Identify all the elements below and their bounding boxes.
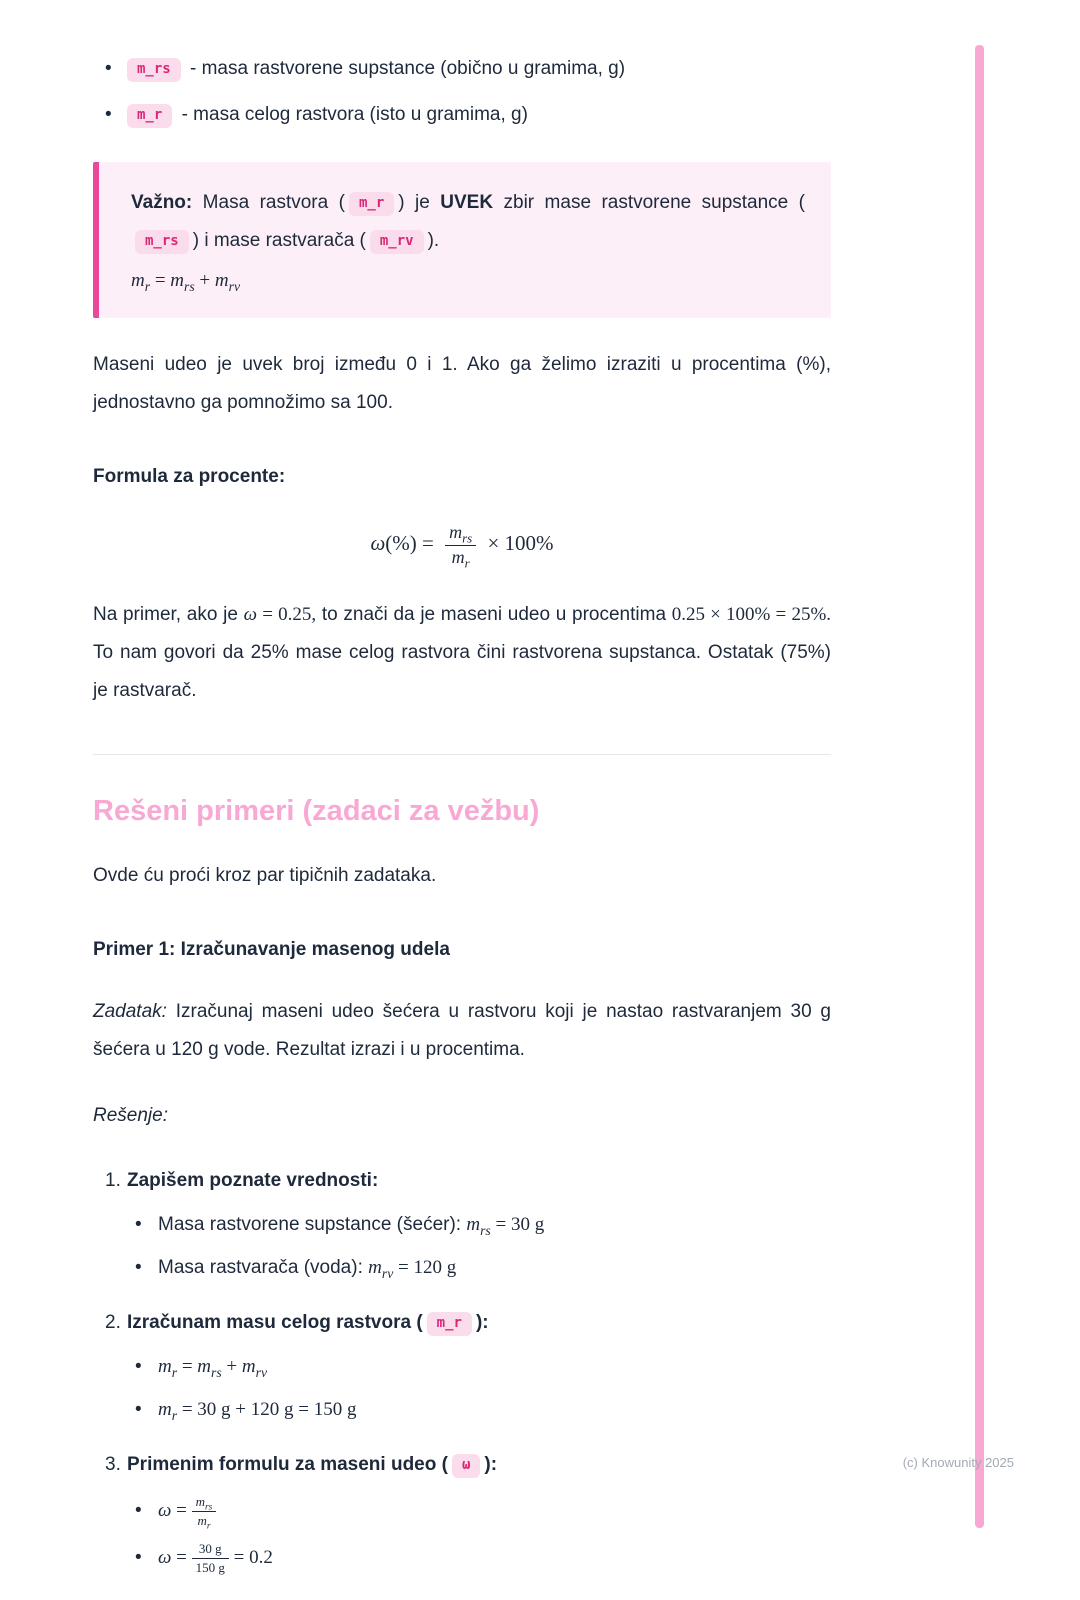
math-sub: r	[171, 1364, 178, 1380]
task-text: Izračunaj maseni udeo šećera u rastvoru koji je nastao rastvaranjem 30 g šećera u 120 g vode. Rezultat izrazi i u procentima.	[93, 1001, 831, 1061]
paragraph-text: Na primer, ako je	[93, 604, 238, 626]
bullet-text: Masa rastvorene supstance (šećer):	[158, 1214, 462, 1236]
list-item	[135, 1541, 831, 1575]
step-bullets	[93, 1352, 831, 1425]
math-var: m	[158, 1356, 172, 1378]
list-item	[105, 54, 831, 84]
solution-label: Rešenje:	[93, 1105, 168, 1127]
math-var: ω	[370, 530, 386, 555]
formula-heading: Formula za procente:	[93, 466, 286, 487]
callout-label: Važno:	[131, 192, 193, 213]
code-chip-mrs: m_rs	[135, 230, 189, 254]
step-title-text: ):	[475, 1312, 489, 1334]
step-2	[93, 1307, 831, 1425]
math-text: = 120 g	[398, 1257, 457, 1279]
definition-list	[93, 0, 831, 130]
math-var: ω	[158, 1499, 172, 1521]
solution-steps	[93, 1165, 831, 1575]
step-number: 1.	[105, 1170, 121, 1192]
definition-text: - masa rastvorene supstance (obično u gramima, g)	[190, 58, 626, 79]
math-sub: r	[171, 1407, 178, 1423]
important-callout	[93, 162, 831, 318]
fraction-denominator	[192, 1512, 217, 1532]
step-number: 3.	[105, 1454, 121, 1476]
paragraph-text: To nam govori da 25% mase celog rastvora čini rastvorena supstanca. Ostatak (75%) je rastvarač.	[93, 642, 831, 702]
math-sub: rs	[462, 530, 473, 546]
step-title	[93, 1307, 831, 1339]
bullet-icon: •	[135, 1399, 142, 1421]
math-text: = 30 g	[495, 1214, 545, 1236]
step-bullets	[93, 1210, 831, 1283]
list-item	[135, 1395, 831, 1425]
bullet-text: Masa rastvarača (voda):	[158, 1257, 363, 1279]
math-sub: r	[464, 555, 470, 571]
math-text: (%)	[385, 530, 417, 555]
mass-sum-equation	[131, 270, 805, 292]
math-sub: rs	[184, 278, 195, 294]
percent-formula	[93, 522, 831, 571]
step-title-text: Zapišem poznate vrednosti:	[127, 1170, 379, 1192]
bullet-icon: •	[105, 58, 112, 79]
list-item	[135, 1494, 831, 1532]
math-var: m	[466, 1214, 481, 1236]
math-var: m	[158, 1399, 172, 1421]
list-item	[135, 1210, 831, 1240]
task-paragraph	[93, 993, 831, 1069]
step-title-text: Izračunam masu celog rastvora (	[127, 1312, 423, 1334]
callout-segment: ).	[427, 230, 440, 251]
math-op: =	[154, 270, 166, 291]
math-sub: r	[144, 278, 151, 294]
math-text: = 0.2	[233, 1546, 273, 1568]
math-sub: rs	[211, 1364, 222, 1380]
math-text: × 100%	[487, 530, 554, 555]
task-label: Zadatak:	[93, 1001, 167, 1023]
math-var: m	[170, 270, 185, 291]
document-content	[93, 0, 831, 1600]
callout-segment: ) i mase rastvarača (	[192, 230, 366, 251]
callout-segment: Masa rastvora (	[202, 192, 345, 213]
bullet-icon: •	[135, 1257, 142, 1279]
math-sub: rv	[255, 1364, 268, 1380]
math-var: m	[197, 1512, 207, 1528]
fraction-numerator	[192, 1494, 217, 1512]
math-sub: r	[206, 1521, 211, 1532]
callout-segment: ) je	[398, 192, 430, 213]
fraction-numerator: 30 g	[192, 1541, 229, 1559]
step-title-text: Primenim formulu za maseni udeo (	[127, 1454, 448, 1476]
list-item	[105, 100, 831, 130]
math-var: m	[241, 1356, 256, 1378]
code-chip-mrv: m_rv	[370, 230, 424, 254]
paragraph-text: to znači da je maseni udeo u procentima	[321, 604, 667, 626]
fraction-denominator: 150 g	[195, 1559, 225, 1575]
section-divider	[93, 754, 831, 755]
bullet-icon: •	[105, 104, 112, 125]
math-var: m	[451, 546, 465, 567]
paragraph-example-percent	[93, 596, 831, 710]
step-1	[93, 1165, 831, 1283]
callout-segment: zbir mase rastvorene supstance (	[503, 192, 806, 213]
paragraph-mass-fraction-range: Maseni udeo je uvek broj između 0 i 1. Ako ga želimo izraziti u procentima (%), jednostavno ga pomnožimo sa 100.	[93, 354, 831, 413]
code-chip-mr: m_r	[427, 1312, 472, 1336]
vertical-accent-bar	[975, 45, 984, 1528]
math-var: m	[214, 270, 229, 291]
math-var: m	[449, 522, 463, 542]
list-item	[135, 1253, 831, 1283]
watermark: (c) Knowunity 2025	[902, 1455, 1014, 1470]
code-chip-mr: m_r	[349, 192, 394, 216]
math-var: m	[368, 1257, 382, 1279]
list-item	[135, 1352, 831, 1382]
callout-emphasis: UVEK	[440, 192, 494, 213]
bullet-icon: •	[135, 1214, 142, 1236]
step-title-text: ):	[484, 1454, 498, 1476]
math-var: ω	[158, 1546, 172, 1568]
math-sub: rs	[205, 1502, 213, 1513]
bullet-icon: •	[135, 1499, 142, 1521]
math-sub: rs	[480, 1222, 491, 1238]
math-op: +	[199, 270, 211, 291]
math-var: m	[195, 1494, 206, 1510]
step-title	[93, 1165, 831, 1197]
step-title	[93, 1449, 831, 1481]
math-op: =	[181, 1356, 193, 1378]
step-3	[93, 1449, 831, 1575]
math-var: m	[197, 1356, 212, 1378]
fraction	[192, 1494, 217, 1532]
math-text: = 30 g + 120 g = 150 g	[181, 1399, 357, 1421]
section-title: Rešeni primeri (zadaci za vežbu)	[93, 795, 540, 828]
math-text: 0.25 × 100% = 25%.	[671, 604, 832, 626]
step-number: 2.	[105, 1312, 121, 1334]
math-op: +	[226, 1356, 238, 1378]
bullet-icon: •	[135, 1356, 142, 1378]
math-text: = 0.25,	[262, 604, 317, 626]
code-chip-mrs: m_rs	[127, 58, 181, 82]
fraction	[192, 1541, 229, 1575]
code-chip-mr: m_r	[127, 104, 172, 128]
math-op: =	[176, 1546, 187, 1568]
example-title: Primer 1: Izračunavanje masenog udela	[93, 939, 450, 961]
section-intro: Ovde ću proći kroz par tipičnih zadataka.	[93, 865, 437, 887]
math-sub: rv	[381, 1265, 394, 1281]
math-var: ω	[243, 604, 258, 626]
fraction-denominator	[445, 546, 476, 569]
code-chip-omega: ω	[452, 1454, 480, 1478]
fraction-numerator	[445, 522, 476, 546]
math-op: =	[422, 530, 434, 555]
fraction	[445, 522, 476, 571]
definition-text: - masa celog rastvora (isto u gramima, g)	[181, 104, 528, 125]
math-op: =	[176, 1499, 187, 1521]
callout-text	[131, 184, 805, 260]
math-sub: rv	[228, 278, 241, 294]
bullet-icon: •	[135, 1546, 142, 1568]
step-bullets	[93, 1494, 831, 1575]
math-var: m	[131, 270, 145, 291]
